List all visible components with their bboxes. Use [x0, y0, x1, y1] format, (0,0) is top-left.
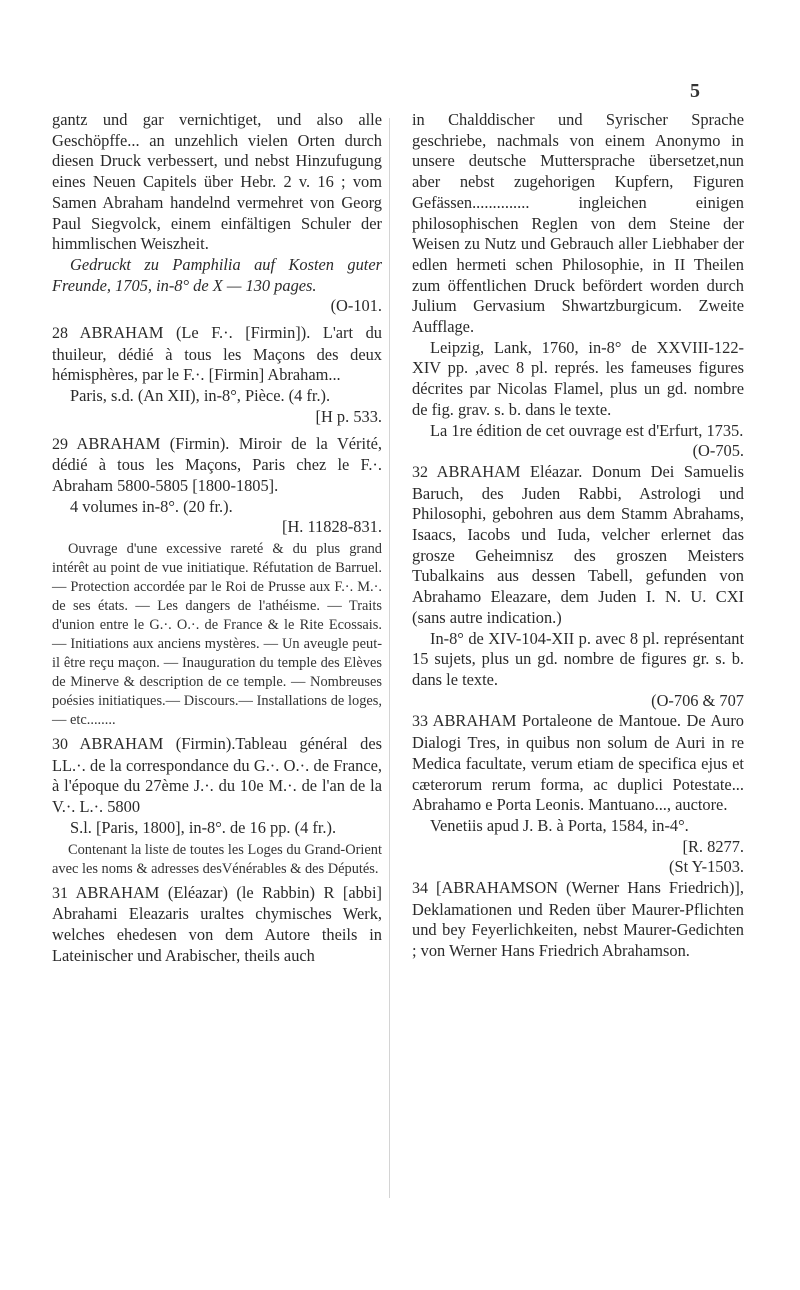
continued-entry-imprint: Leipzig, Lank, 1760, in-8° de XXVIII-122-XIV pp. ,avec 8 pl. représ. les fameuses figures décrites par Nicolas Flamel, plus un gd. nombre de fig. grav. s. b. dans le texte. [412, 337, 744, 419]
entry-29-note: Ouvrage d'une excessive rareté & du plus grand intérêt au point de vue initiatique. Réfutation de Barruel. — Protection accordée par le Roi de Prusse aux F.·. M.·. de ses états. — Les dangers de l'athéisme. — Traits d'union entre le G.·. O.·. de France & le Rite Ecossais. — Initiations aux anciens mystères. — Un aveugle peut-il être reçu maçon. — Inauguration du temple des Elèves de Minerve & description de ce temple. — Nombreuses poésies initiatiques.— Discours.— Installations de loges, — etc........ [52, 541, 382, 729]
entry-number: 31 [52, 884, 68, 902]
entry-28 [52, 323, 382, 386]
entry-34 [412, 878, 744, 962]
entry-number: 32 [412, 463, 428, 481]
entry-28-reference: [H p. 533. [315, 406, 382, 426]
entry-33-reference-2: (St Y-1503. [669, 857, 744, 877]
entry-33-reference-1: [R. 8277. [682, 836, 744, 856]
entry-number: 29 [52, 435, 68, 453]
entry-text: ABRAHAM (Firmin). Miroir de la Vérité, dédié à tous les Maçons, Paris chez le F.·. Abraham 5800-5805 [1800-1805]. [52, 433, 383, 495]
entry-30-imprint: S.l. [Paris, 1800], in-8°. de 16 pp. (4 fr.). [70, 817, 337, 837]
entry-30-note: Contenant la liste de toutes les Loges du Grand-Orient avec les noms & adresses desVénérables & des Députés. [52, 841, 382, 877]
entry-32-imprint: In-8° de XIV-104-XII p. avec 8 pl. représentant 15 sujets, plus un gd. nombre de figures gr. s. b. dans le texte. [412, 628, 744, 689]
continued-entry-reference: (O-705. [692, 441, 744, 461]
continued-entry-edition: La 1re édition de cet ouvrage est d'Erfurt, 1735. [430, 420, 744, 440]
entry-33 [412, 711, 744, 816]
entry-32 [412, 462, 744, 629]
entry-text: ABRAHAM Portaleone de Mantoue. De Auro Dialogi Tres, in quibus non solum de Auri in re Medica facultate, verum etiam de specifica ejus et cæterorum rerum forma, ac duplici Potestate... Abrahamo e Porta Leonis. Mantuano..., auctore. [412, 711, 744, 815]
entry-number: 28 [52, 325, 68, 343]
entry-number: 33 [412, 713, 428, 731]
entry-31 [52, 883, 382, 967]
continued-entry-text: in Chalddischer und Syrischer Sprache geschriebe, nachmals von einem Anonymo in unsere deutsche Muttersprache übersetzet,nun aber nebst zugehorigen Kupfern, Figuren Gefässen.............. ingleichen einigen philosophischen Reglen von dem Steine der Weisen zu Nutz und Gebrauch aller Liebhaber der edlen hermeti schen Philosophie, in II Theilen zum öffentlichen Druck befördert worden durch Julium Gervasium Shwartzburgicum. Zweite Aufflage. [412, 110, 744, 337]
entry-number: 30 [52, 736, 68, 754]
entry-32-reference: (O-706 & 707 [651, 690, 744, 710]
entry-text: [ABRAHAMSON (Werner Hans Friedrich)], Deklamationen und Reden über Maurer-Pflichten und bey Feyerlichkeiten, nebst Maurer-Gedichten ; von Werner Hans Friedrich Abrahamson. [412, 878, 744, 961]
entry-29-volumes: 4 volumes in-8°. (20 fr.). [70, 496, 233, 516]
column-divider [389, 118, 390, 1198]
entry-28-imprint: Paris, s.d. (An XII), in-8°, Pièce. (4 fr.). [70, 386, 331, 406]
entry-text: ABRAHAM (Firmin).Tableau général des LL.·. de la correspondance du G.·. O.·. de France, à l'époque du 27ème J.·. du 10e M.·. de l'an de la V.·. L.·. 5800 [52, 734, 382, 817]
continued-entry-reference: (O-101. [330, 296, 382, 316]
right-column [412, 110, 744, 962]
entry-text: ABRAHAM (Eléazar) (le Rabbin) R [abbi] Abrahami Eleazaris uraltes chymisches Werk, welches ehedesen von dem Autore theils in Lateinischer und Arabischer, theils auch [52, 882, 382, 965]
entry-33-imprint: Venetiis apud J. B. à Porta, 1584, in-4°. [430, 815, 689, 835]
left-column [52, 110, 382, 966]
continued-entry-imprint: Gedruckt zu Pamphilia auf Kosten guter Freunde, 1705, in-8° de X — 130 pages. [52, 254, 382, 295]
entry-29 [52, 434, 382, 497]
continued-entry-text: gantz und gar vernichtiget, und also alle Geschöpffe... an unzehlich vielen Orten durch diesen Druck verbessert, und nebst Hinzufugung eines Neuen Capitels über Hebr. 2 v. 16 ; vom Samen Abraham handelnd vermehret von Georg Paul Siegvolck, einem einfältigen Schuler der himmlischen Weiszheit. [52, 110, 382, 254]
entry-text: ABRAHAM (Le F.·. [Firmin]). L'art du thuileur, dédié à tous les Maçons des deux hémisphères, par le F.·. [Firmin] Abraham... [52, 323, 382, 385]
page-number: 5 [690, 80, 700, 102]
entry-number: 34 [412, 880, 428, 898]
entry-text: ABRAHAM Eléazar. Donum Dei Samuelis Baruch, des Juden Rabbi, Astrologi und Philosophi, gebohren aus dem Stamm Abrahams, Isaacs, Iacobs und Iuda, velcher erlernet das grosze Geheimnisz des groszen Meisters Tubalkains aus dessen Tabell, gefunden von Abrahamo Eleazare, dem Juden I. N. U. CXI (sans autre indication.) [412, 461, 744, 627]
entry-30 [52, 734, 382, 818]
entry-29-reference: [H. 11828-831. [281, 517, 382, 537]
